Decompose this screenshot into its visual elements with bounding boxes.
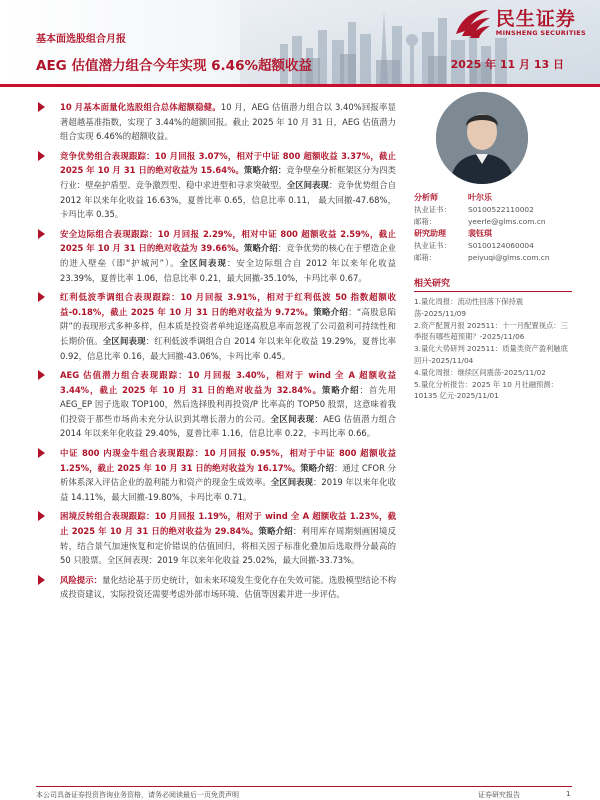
highlight-text: AEG 估值潜力组合表现跟踪：10 月回报 3.40%，相对于 wind 全 A 超额收益 3.44%，截止 2025 年 10 月 31 日的绝对收益为 32.84%。 xyxy=(60,370,396,395)
related-research-item[interactable]: 3.量化大势研判 202511：质量类资产盈利触底回升-2025/11/04 xyxy=(414,344,568,365)
body-text: 量化结论基于历史统计，如未来环境发生变化存在失效可能。选股模型结论不构成投资建议，实际投资还需要考虑外部市场环境、估值等因素并进一步评估。 xyxy=(60,574,397,600)
body-text: ：“高股息陷阱”的表现形式多种多样，但本质是投资者单纯追逐高股息率而忽视了公司盈利可持续性和长期价值。 xyxy=(60,306,396,346)
email-link[interactable]: peiyuqi@glms.com.cn xyxy=(468,253,550,262)
triangle-bullet-icon xyxy=(38,229,45,239)
page-number: 1 xyxy=(566,790,571,798)
summary-paragraph xyxy=(38,227,396,285)
body-text: ：利用库存周期刻画困境反转，结合景气加速恢复和定价错误的估值回归，将相关因子标准化叠加后选取得分最高的 50 只股票。全区间表现：2019 年以来年化收益 25.02%，最大回撤-33.73%。 xyxy=(60,526,396,566)
summary-paragraph xyxy=(38,100,396,144)
bold-label: 策略介绍 xyxy=(300,462,334,473)
highlight-text: 红利低波季调组合表现跟踪：10 月回报 3.91%，相对于红利低波 50 指数超额收益-0.18%，截止 2025 年 10 月 31 日的绝对收益为 9.72%。 xyxy=(60,292,396,317)
report-type-label: 基本面选股组合月报 xyxy=(36,34,126,45)
summary-paragraph xyxy=(38,368,396,441)
body-text: ：首先用 AEG_EP 因子选取 TOP100，然后选择股利再投资/P 比率高的 TOP50 股票，这意味着我们投资于那些市场尚未充分认识到其增长潜力的公司。 xyxy=(60,384,397,424)
body-text: ：AEG 估值潜力组合 2014 年以来年化收益 29.40%，夏普比率 1.16，信息比率 0.22，卡玛比率 0.66。 xyxy=(60,413,397,439)
email-label: 邮箱： xyxy=(414,217,437,226)
related-research-item[interactable]: 5.量化分析报告：2025 年 10 月社融预测：10135 亿元-2025/11/01 xyxy=(414,379,558,401)
bold-label: 全区间表现 xyxy=(179,257,227,268)
body-text: 竞争壁垒分析框架区分为四类行业：壁垒护盾型、竞争激烈型、稳中求进型和寻求突破型。 xyxy=(60,165,397,190)
cert-number: S0100124060004 xyxy=(468,241,534,250)
body-text: 10 月，AEG 估值潜力组合以 3.40%回报率显著超越基准指数，实现了 3.44%的超额回报。截止 2025 年 10 月 31 日，AEG 估值潜力组合实现 6.46%的超额收益。 xyxy=(60,102,396,142)
summary-paragraph xyxy=(38,446,396,504)
assistant-role: 研究助理 xyxy=(414,229,446,238)
analyst-name: 叶尔乐 xyxy=(468,193,492,202)
bold-label: 策略介绍 xyxy=(258,526,293,537)
cert-label: 执业证书： xyxy=(414,241,451,250)
highlight-text: 困境反转组合表现跟踪：10 月回报 1.19%，相对于 wind 全 A 超额收益 1.23%，截止 2025 年 10 月 31 日的绝对收益为 29.84%。 xyxy=(60,511,396,537)
cert-label: 执业证书： xyxy=(414,205,451,214)
highlight-text: 风险提示： xyxy=(60,574,103,585)
sidebar xyxy=(414,92,572,402)
analyst-info xyxy=(414,192,572,264)
body-text: ：安全边际组合自 2012 年以来年化收益 23.39%，夏普比率 1.06，信息比率 0.21，最大回撤-35.10%，卡玛比率 0.67。 xyxy=(60,257,397,283)
assistant-name: 裴钰琪 xyxy=(468,229,492,238)
email-label: 邮箱： xyxy=(414,253,437,262)
footer-divider xyxy=(36,786,572,787)
summary-paragraph xyxy=(38,290,396,363)
body-text: ：竞争优势的核心在于塑造企业的进入壁垒（即“护城河”）。 xyxy=(60,243,397,268)
triangle-bullet-icon xyxy=(38,511,45,521)
triangle-bullet-icon xyxy=(38,151,45,161)
bold-label: 全区间表现 xyxy=(270,413,315,424)
body-text: ：红利低波季调组合自 2014 年以来年化收益 19.29%，夏普比率 0.92，信息比率 0.16，最大回撤-43.06%，卡玛比率 0.45。 xyxy=(60,335,397,361)
page-header xyxy=(0,0,600,84)
brand-logo xyxy=(452,6,586,40)
summary-paragraph xyxy=(38,573,396,602)
bold-label: 策略介绍： xyxy=(244,165,287,176)
triangle-bullet-icon xyxy=(38,448,45,458)
related-research-item[interactable]: 2.资产配置月报 202511：十一月配置视点：三季报有哪些超预期？-2025/11/06 xyxy=(414,320,568,342)
triangle-bullet-icon xyxy=(38,575,45,585)
logo-name-en: MINSHENG SECURITIES xyxy=(495,29,586,37)
report-date: 2025 年 11 月 13 日 xyxy=(450,58,564,71)
header-divider xyxy=(0,84,600,87)
summary-column xyxy=(38,100,396,607)
summary-paragraph xyxy=(38,509,396,567)
minsheng-logo-icon xyxy=(452,6,492,40)
related-research-list xyxy=(414,296,572,402)
related-research-heading: 相关研究 xyxy=(414,276,572,292)
analyst-avatar-icon xyxy=(436,92,528,184)
body-text: ：通过 CFOR 分析体系深入评估企业的盈利能力和资产的现金生成效率。 xyxy=(60,462,397,488)
bold-label: 全区间表现 xyxy=(102,335,146,346)
related-research-item[interactable]: 4.量化周报：继续区间震荡-2025/11/02 xyxy=(414,367,546,377)
body-text: ：2019 年以来年化收益 14.11%，最大回撤-19.80%，卡玛比率 0.71。 xyxy=(60,477,397,502)
footer-report-kind: 证券研究报告 xyxy=(478,791,520,799)
related-research-item[interactable]: 1.量化周报：流动性回落下保持震荡-2025/11/09 xyxy=(414,297,524,318)
cert-number: S0100522110002 xyxy=(468,205,534,214)
bold-label: 全区间表现 xyxy=(286,179,329,190)
email-link[interactable]: yeerle@glms.com.cn xyxy=(468,217,546,226)
highlight-text: 10 月基本面量化选股组合总体超额稳健。 xyxy=(60,102,221,112)
body-text: ：竞争优势组合自 2012 年以来年化收益 16.63%，夏普比率 0.65，信息比率 0.11， 最大回撤-47.68%，卡玛比率 0.35。 xyxy=(60,179,397,220)
triangle-bullet-icon xyxy=(38,370,45,380)
bold-label: 策略介绍 xyxy=(244,243,278,254)
bold-label: 策略介绍 xyxy=(313,306,349,317)
bold-label: 全区间表现 xyxy=(270,477,313,488)
triangle-bullet-icon xyxy=(38,292,45,302)
highlight-text: 安全边际组合表现跟踪：10 月回报 2.29%，相对中证 800 超额收益 2.59%，截止 2025 年 10 月 31 日的绝对收益为 39.66%。 xyxy=(60,228,396,254)
analyst-role: 分析师 xyxy=(414,193,438,202)
bold-label: 策略介绍 xyxy=(321,384,360,395)
logo-name-cn: 民生证券 xyxy=(495,8,576,30)
report-title: AEG 估值潜力组合今年实现 6.46%超额收益 xyxy=(36,58,312,74)
highlight-text: 中证 800 内现金牛组合表现跟踪：10 月回报 0.95%，相对于中证 800 超额收益 1.25%，截止 2025 年 10 月 31 日的绝对收益为 16.17%。 xyxy=(60,448,396,473)
analyst-photo xyxy=(436,92,528,184)
triangle-bullet-icon xyxy=(38,102,45,112)
highlight-text: 竞争优势组合表现跟踪：10 月回报 3.07%，相对于中证 800 超额收益 3.37%，截止 2025 年 10 月 31 日的绝对收益为 15.64%。 xyxy=(60,150,396,176)
footer-disclaimer: 本公司具备证券投资咨询业务资格，请务必阅读最后一页免责声明 xyxy=(36,791,239,799)
summary-paragraph xyxy=(38,149,396,222)
